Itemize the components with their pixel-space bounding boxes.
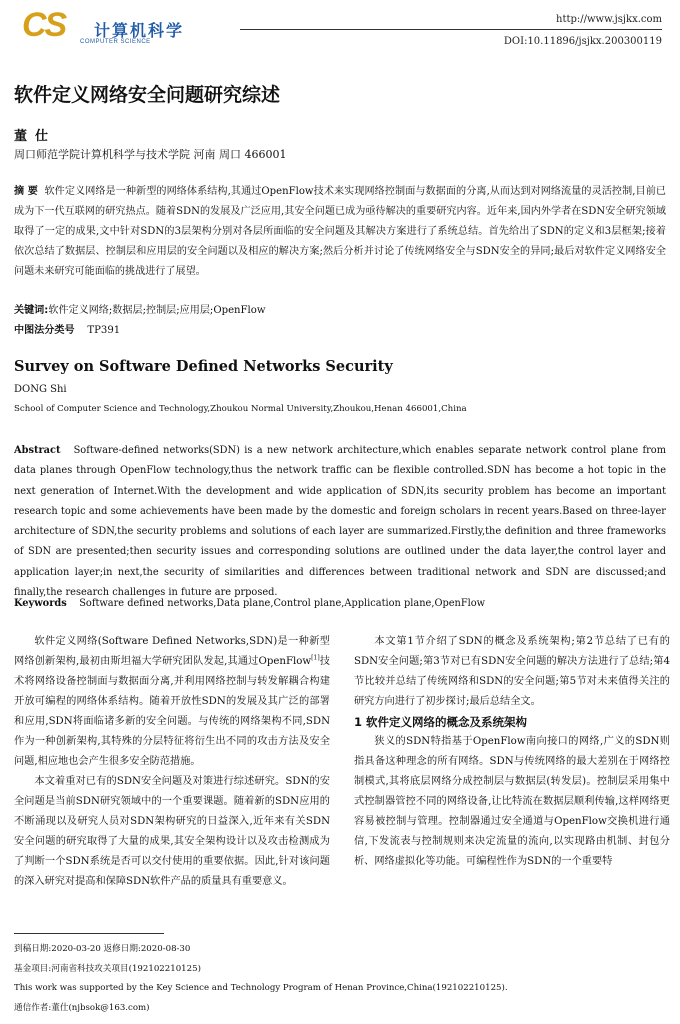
clc-label: 中图法分类号	[14, 325, 75, 336]
abstract-en-text: Software-defined networks(SDN) is a new network architecture,which enables separate network control plane from data planes through OpenFlow technology,thus the network traffic can be flexible controlled.SDN has become a hot topic in the next generation of Internet.With the development and wide application of SDN,its security problem has become an important research topic and some achievements have been made by the domestic and foreign scholars in recent years.Based on three-layer architecture of SDN,the security problems and solutions of each layer are summarized.Firstly,the definition and three frameworks of SDN are presented;then security issues and corresponding solutions are outlined under the data layer,the control layer and application layer;in next,the security of similarities and differences between traditional network and SDN are discussed;and finally,the research challenges in future are prposed.	[14, 445, 666, 599]
journal-url[interactable]: http://www.jsjkx.com	[556, 14, 662, 25]
author-cn: 董仕	[14, 129, 57, 144]
clc-number	[14, 321, 120, 336]
abstract-cn-label: 摘 要	[14, 186, 38, 197]
keywords-en	[14, 598, 485, 609]
paper-title-cn: 软件定义网络安全问题研究综述	[14, 84, 281, 106]
affiliation-cn: 周口师范学院计算机科学与技术学院 河南 周口 466001	[14, 148, 287, 161]
header-divider	[240, 29, 662, 30]
body-column-right	[354, 632, 670, 872]
journal-name-cn: 计算机科学	[94, 21, 185, 40]
keywords-en-label: Keywords	[14, 598, 67, 609]
author-en: DONG Shi	[14, 384, 67, 395]
fund-cn: 基金项目:河南省科技攻关项目(192102210125)	[14, 963, 201, 974]
body-paragraph: 本文第1节介绍了SDN的概念及系统架构;第2节总结了已有的SDN安全问题;第3节对已有SDN安全问题的解决方法进行了总结;第4节比较并总结了传统网络和SDN的安全问题;第5节对未来值得关注的研究方向进行了初步探讨;最后总结全文。	[354, 636, 670, 707]
abstract-cn-text: 软件定义网络是一种新型的网络体系结构,其通过OpenFlow技术来实现网络控制面与数据面的分离,从而达到对网络流量的灵活控制,目前已成为下一代互联网的研究热点。随着SDN的发展及广泛应用,其安全问题已成为亟待解决的重要研究内容。近年来,国内外学者在SDN安全研究领域取得了一定的成果,文中针对SDN的3层架构分别对各层所面临的安全问题及其解决方案进行了系统总结。首先给出了SDN的定义和3层框架;接着依次总结了数据层、控制层和应用层的安全问题以及相应的解决方案;然后分析并讨论了传统网络安全与SDN安全的异同;最后对软件定义网络安全问题未来研究可能面临的挑战进行了展望。	[14, 186, 666, 277]
body-paragraph: 狭义的SDN特指基于OpenFlow南向接口的网络,广义的SDN则指具备这种理念的所有网络。SDN与传统网络的最大差别在于网络控制模式,其将底层网络分成控制层与数据层(转发层)。控制层采用集中式控制器管控不同的网络设备,让比特流在数据层顺利传输,这样网络更容易被控制与管理。控制器通过安全通道与OpenFlow交换机进行通信,下发流表与控制规则来决定流量的流向,以实现路由机制、封包分析、网络虚拟化等功能。可编程性作为SDN的一个重要特	[354, 736, 670, 867]
body-paragraph: 软件定义网络(Software Defined Networks,SDN)是一种新型网络创新架构,最初由斯坦福大学研究团队发起,其通过OpenFlow[1]技术将网络设备控制面与数据面分离,并利用网络控制与转发解耦合构建开放可编程的网络体系结构。随着开放性SDN的发展及其广泛的部署和应用,SDN将面临诸多新的安全问题。与传统的网络架构不同,SDN作为一种创新架构,其特殊的分层特征将衍生出不同的攻击方法及安全问题,相应地也会产生很多安全防范措施。	[14, 636, 330, 767]
body-column-left	[14, 632, 330, 892]
abstract-cn	[14, 182, 666, 282]
page-header	[0, 0, 680, 60]
keywords-cn-label: 关键词:	[14, 305, 49, 316]
abstract-en	[14, 441, 666, 603]
clc-value: TP391	[87, 325, 121, 336]
doi[interactable]: DOI:10.11896/jsjkx.200300119	[503, 36, 662, 47]
journal-logo-letters: CS	[22, 6, 66, 44]
keywords-cn-text: 软件定义网络;数据层;控制层;应用层;OpenFlow	[48, 305, 266, 316]
keywords-cn	[14, 301, 266, 316]
section-heading: 1 软件定义网络的概念及系统架构	[354, 715, 528, 729]
footnote-divider	[14, 933, 164, 934]
body-paragraph: 本文着重对已有的SDN安全问题及对策进行综述研究。SDN的安全问题是当前SDN研究领域中的一个重要课题。随着新的SDN应用的不断涌现以及研究人员对SDN架构研究的日益深入,近年来有关SDN安全问题的研究取得了大量的成果,其安全架构设计以及攻击检测成为了判断一个SDN系统是否可以交付使用的重要依据。因此,针对该问题的深入研究对提高和保障SDN软件产品的质量具有重要意义。	[14, 776, 330, 887]
received-dates: 到稿日期:2020-03-20 返修日期:2020-08-30	[14, 944, 191, 954]
fund-en: This work was supported by the Key Science and Technology Program of Henan Province,China(192102210125).	[14, 983, 508, 993]
affiliation-en: School of Computer Science and Technology,Zhoukou Normal University,Zhoukou,Henan 466001,China	[14, 404, 467, 414]
paper-title-en: Survey on Software Defined Networks Security	[14, 358, 393, 375]
citation-ref[interactable]: [1]	[311, 654, 320, 662]
correspondence: 通信作者:董仕(njbsok@163.com)	[14, 1002, 150, 1013]
abstract-en-label: Abstract	[14, 445, 61, 456]
journal-name-en: COMPUTER SCIENCE	[80, 39, 151, 45]
footnotes	[14, 940, 508, 1018]
keywords-en-text: Software defined networks,Data plane,Control plane,Application plane,OpenFlow	[79, 598, 486, 609]
